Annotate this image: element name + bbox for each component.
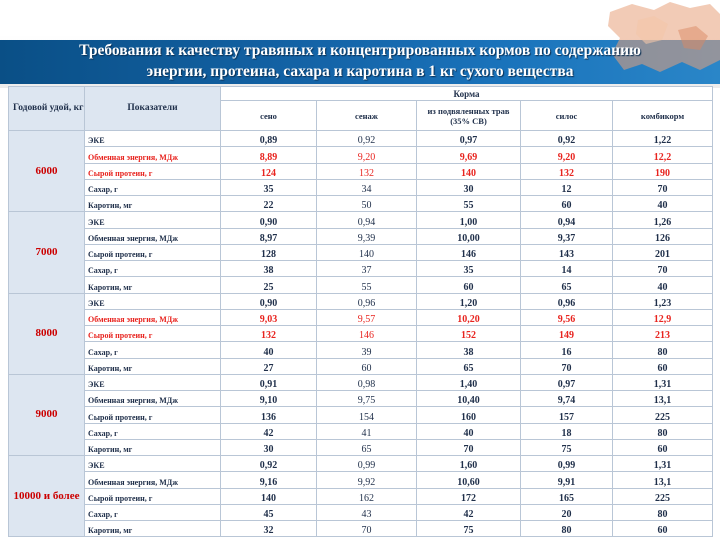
value-cell: 12 <box>521 179 613 195</box>
indicator-carotene: Каротин, мг <box>85 277 221 293</box>
value-cell: 0,94 <box>521 212 613 228</box>
indicator-crude-protein: Сырой протеин, г <box>85 163 221 179</box>
value-cell: 65 <box>417 358 521 374</box>
table-row <box>9 488 713 504</box>
value-cell: 40 <box>221 342 317 358</box>
header-indicators: Показатели <box>85 87 221 131</box>
value-cell: 9,92 <box>317 472 417 488</box>
value-cell: 13,1 <box>613 391 713 407</box>
header-feed-wilted-grass: из подвяленных трав (35% СВ) <box>417 101 521 131</box>
value-cell: 70 <box>417 439 521 455</box>
table-row <box>9 163 713 179</box>
value-cell: 9,75 <box>317 391 417 407</box>
value-cell: 136 <box>221 407 317 423</box>
value-cell: 9,16 <box>221 472 317 488</box>
value-cell: 9,57 <box>317 309 417 325</box>
table-row <box>9 147 713 163</box>
value-cell: 22 <box>221 196 317 212</box>
value-cell: 50 <box>317 196 417 212</box>
value-cell: 37 <box>317 261 417 277</box>
indicator-sugar: Сахар, г <box>85 342 221 358</box>
value-cell: 9,37 <box>521 228 613 244</box>
value-cell: 9,03 <box>221 309 317 325</box>
value-cell: 1,31 <box>613 456 713 472</box>
value-cell: 9,56 <box>521 309 613 325</box>
value-cell: 132 <box>521 163 613 179</box>
table-row <box>9 342 713 358</box>
value-cell: 0,97 <box>521 374 613 390</box>
value-cell: 201 <box>613 244 713 260</box>
value-cell: 42 <box>417 504 521 520</box>
value-cell: 132 <box>221 326 317 342</box>
value-cell: 225 <box>613 488 713 504</box>
value-cell: 9,39 <box>317 228 417 244</box>
yield-cell: 10000 и более <box>9 456 85 537</box>
indicator-carotene: Каротин, мг <box>85 196 221 212</box>
value-cell: 190 <box>613 163 713 179</box>
value-cell: 162 <box>317 488 417 504</box>
value-cell: 14 <box>521 261 613 277</box>
value-cell: 1,22 <box>613 131 713 147</box>
value-cell: 10,20 <box>417 309 521 325</box>
value-cell: 140 <box>221 488 317 504</box>
value-cell: 0,99 <box>317 456 417 472</box>
value-cell: 75 <box>521 439 613 455</box>
value-cell: 12,9 <box>613 309 713 325</box>
value-cell: 0,96 <box>317 293 417 309</box>
table-row <box>9 439 713 455</box>
table-row <box>9 358 713 374</box>
value-cell: 0,92 <box>317 131 417 147</box>
value-cell: 157 <box>521 407 613 423</box>
value-cell: 35 <box>221 179 317 195</box>
value-cell: 75 <box>417 521 521 537</box>
value-cell: 35 <box>417 261 521 277</box>
value-cell: 152 <box>417 326 521 342</box>
value-cell: 9,74 <box>521 391 613 407</box>
feed-requirements-table <box>8 86 713 537</box>
table-row <box>9 423 713 439</box>
indicator-carotene: Каротин, мг <box>85 439 221 455</box>
value-cell: 1,23 <box>613 293 713 309</box>
table-header-row <box>9 87 713 101</box>
table-row <box>9 326 713 342</box>
value-cell: 124 <box>221 163 317 179</box>
title-line-1: Требования к качеству травяных и концентрированных кормов по содержанию <box>79 42 641 59</box>
value-cell: 0,90 <box>221 293 317 309</box>
table-row <box>9 212 713 228</box>
value-cell: 0,98 <box>317 374 417 390</box>
value-cell: 27 <box>221 358 317 374</box>
value-cell: 146 <box>417 244 521 260</box>
value-cell: 140 <box>417 163 521 179</box>
header-feed-compound: комбикорм <box>613 101 713 131</box>
indicator-metabolic-energy: Обменная энергия, МДж <box>85 391 221 407</box>
indicator-carotene: Каротин, мг <box>85 521 221 537</box>
value-cell: 60 <box>613 521 713 537</box>
table-row <box>9 131 713 147</box>
value-cell: 60 <box>417 277 521 293</box>
table-row <box>9 179 713 195</box>
table-row <box>9 293 713 309</box>
indicator-crude-protein: Сырой протеин, г <box>85 407 221 423</box>
value-cell: 38 <box>221 261 317 277</box>
indicator-sugar: Сахар, г <box>85 179 221 195</box>
value-cell: 10,60 <box>417 472 521 488</box>
indicator-metabolic-energy: Обменная энергия, МДж <box>85 228 221 244</box>
header-feed-silage: силос <box>521 101 613 131</box>
value-cell: 12,2 <box>613 147 713 163</box>
indicator-crude-protein: Сырой протеин, г <box>85 488 221 504</box>
value-cell: 80 <box>613 423 713 439</box>
value-cell: 20 <box>521 504 613 520</box>
value-cell: 9,69 <box>417 147 521 163</box>
value-cell: 149 <box>521 326 613 342</box>
value-cell: 9,20 <box>521 147 613 163</box>
value-cell: 43 <box>317 504 417 520</box>
value-cell: 60 <box>521 196 613 212</box>
value-cell: 38 <box>417 342 521 358</box>
table-row <box>9 277 713 293</box>
value-cell: 1,60 <box>417 456 521 472</box>
indicator-metabolic-energy: Обменная энергия, МДж <box>85 472 221 488</box>
value-cell: 39 <box>317 342 417 358</box>
table-row <box>9 228 713 244</box>
value-cell: 0,92 <box>221 456 317 472</box>
page-title <box>40 40 680 84</box>
value-cell: 80 <box>613 342 713 358</box>
indicator-crude-protein: Сырой протеин, г <box>85 326 221 342</box>
title-line-2: энергии, протеина, сахара и каротина в 1 кг сухого вещества <box>146 63 574 80</box>
value-cell: 1,31 <box>613 374 713 390</box>
value-cell: 65 <box>317 439 417 455</box>
value-cell: 0,94 <box>317 212 417 228</box>
value-cell: 160 <box>417 407 521 423</box>
value-cell: 60 <box>613 358 713 374</box>
title-banner <box>0 0 720 88</box>
indicator-sugar: Сахар, г <box>85 504 221 520</box>
value-cell: 70 <box>317 521 417 537</box>
value-cell: 30 <box>417 179 521 195</box>
indicator-sugar: Сахар, г <box>85 261 221 277</box>
table-row <box>9 261 713 277</box>
value-cell: 42 <box>221 423 317 439</box>
table-row <box>9 407 713 423</box>
table-row <box>9 456 713 472</box>
value-cell: 128 <box>221 244 317 260</box>
value-cell: 140 <box>317 244 417 260</box>
value-cell: 132 <box>317 163 417 179</box>
value-cell: 0,92 <box>521 131 613 147</box>
value-cell: 8,89 <box>221 147 317 163</box>
value-cell: 1,20 <box>417 293 521 309</box>
value-cell: 172 <box>417 488 521 504</box>
value-cell: 34 <box>317 179 417 195</box>
indicator-carotene: Каротин, мг <box>85 358 221 374</box>
value-cell: 40 <box>417 423 521 439</box>
value-cell: 0,91 <box>221 374 317 390</box>
value-cell: 55 <box>317 277 417 293</box>
table-row <box>9 309 713 325</box>
value-cell: 70 <box>613 179 713 195</box>
table-row <box>9 196 713 212</box>
yield-cell: 6000 <box>9 131 85 212</box>
value-cell: 16 <box>521 342 613 358</box>
indicator-eke: ЭКЕ <box>85 456 221 472</box>
value-cell: 55 <box>417 196 521 212</box>
table-row <box>9 504 713 520</box>
table-row <box>9 244 713 260</box>
value-cell: 45 <box>221 504 317 520</box>
value-cell: 0,97 <box>417 131 521 147</box>
yield-cell: 9000 <box>9 374 85 455</box>
value-cell: 40 <box>613 277 713 293</box>
value-cell: 80 <box>613 504 713 520</box>
feed-requirements-table-wrapper <box>8 86 712 538</box>
value-cell: 13,1 <box>613 472 713 488</box>
value-cell: 65 <box>521 277 613 293</box>
value-cell: 126 <box>613 228 713 244</box>
indicator-metabolic-energy: Обменная энергия, МДж <box>85 147 221 163</box>
header-feed-haylage: сенаж <box>317 101 417 131</box>
value-cell: 154 <box>317 407 417 423</box>
header-feeds: Корма <box>221 87 713 101</box>
value-cell: 1,00 <box>417 212 521 228</box>
table-row <box>9 521 713 537</box>
indicator-eke: ЭКЕ <box>85 131 221 147</box>
indicator-eke: ЭКЕ <box>85 293 221 309</box>
value-cell: 9,20 <box>317 147 417 163</box>
value-cell: 0,96 <box>521 293 613 309</box>
yield-cell: 7000 <box>9 212 85 293</box>
header-yield: Годовой удой, кг <box>9 87 85 131</box>
table-row <box>9 374 713 390</box>
value-cell: 70 <box>613 261 713 277</box>
value-cell: 143 <box>521 244 613 260</box>
table-row <box>9 391 713 407</box>
value-cell: 9,91 <box>521 472 613 488</box>
value-cell: 41 <box>317 423 417 439</box>
value-cell: 1,40 <box>417 374 521 390</box>
indicator-eke: ЭКЕ <box>85 212 221 228</box>
value-cell: 30 <box>221 439 317 455</box>
value-cell: 60 <box>613 439 713 455</box>
header-feed-hay: сено <box>221 101 317 131</box>
value-cell: 0,90 <box>221 212 317 228</box>
value-cell: 10,00 <box>417 228 521 244</box>
value-cell: 9,10 <box>221 391 317 407</box>
indicator-eke: ЭКЕ <box>85 374 221 390</box>
indicator-sugar: Сахар, г <box>85 423 221 439</box>
value-cell: 8,97 <box>221 228 317 244</box>
table-row <box>9 472 713 488</box>
value-cell: 0,99 <box>521 456 613 472</box>
yield-cell: 8000 <box>9 293 85 374</box>
value-cell: 225 <box>613 407 713 423</box>
value-cell: 165 <box>521 488 613 504</box>
indicator-metabolic-energy: Обменная энергия, МДж <box>85 309 221 325</box>
value-cell: 40 <box>613 196 713 212</box>
value-cell: 10,40 <box>417 391 521 407</box>
value-cell: 25 <box>221 277 317 293</box>
value-cell: 0,89 <box>221 131 317 147</box>
value-cell: 70 <box>521 358 613 374</box>
value-cell: 213 <box>613 326 713 342</box>
value-cell: 60 <box>317 358 417 374</box>
value-cell: 18 <box>521 423 613 439</box>
indicator-crude-protein: Сырой протеин, г <box>85 244 221 260</box>
value-cell: 80 <box>521 521 613 537</box>
value-cell: 146 <box>317 326 417 342</box>
value-cell: 1,26 <box>613 212 713 228</box>
value-cell: 32 <box>221 521 317 537</box>
